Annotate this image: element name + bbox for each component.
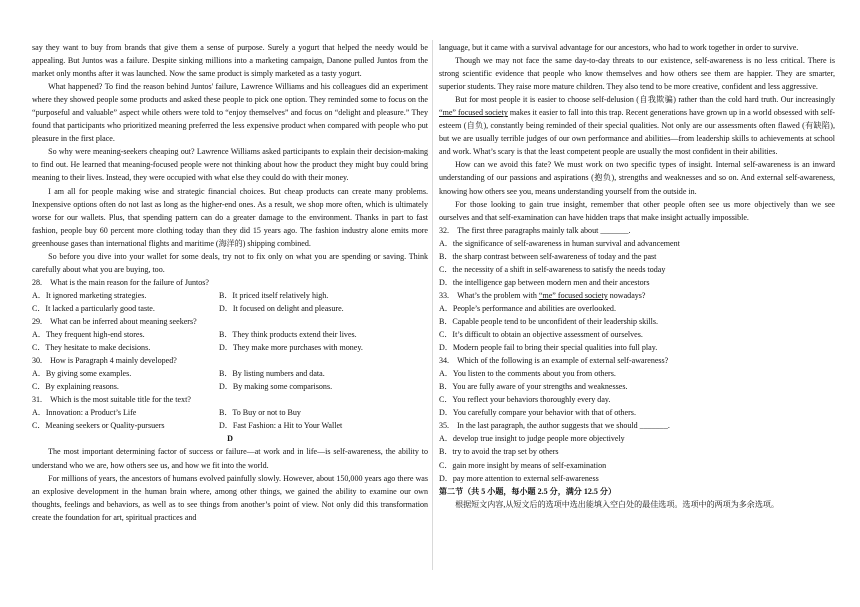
passage-d-paragraph-3: Though we may not face the same day-to-day threats to our existence, self-awareness is no less critical. There is strong scientific evidence that people who know themselves and how others see them are happier. They are smarter, superior students. They raise more mature children. They also tend to be more creative, confident and less aggressive.: [439, 56, 835, 92]
passage-c-paragraph-1: say they want to buy from brands that give them a sense of purpose. Surely a yogurt that helped the needy would be appealing. But Juntos was a failure. Despite sinking millions into a marketing campaign, Danone pulled Juntos from the market only months after it was launched. Now the same product is simply marketed as a tasty yogurt.: [32, 43, 428, 79]
option-32-a: A．the significance of self-awareness in human survival and advancement: [439, 238, 680, 248]
passage-d-paragraph-5: How can we avoid this fate? We must work on two specific types of insight. Internal self-awareness is an inward understanding of our passions and aspirations (抱负), strengths and weaknesses and so on. And external self-awareness, knowing how others see you, means understanding yourself from the outside in.: [439, 160, 835, 196]
question-30-options-row-1: [32, 367, 428, 380]
passage-d-paragraph-2: For millions of years, the ancestors of humans evolved painfully slowly. However, about 150,000 years ago there was an explosive development in the human brain where, among other things, we gained the ability to examine our own thoughts, feelings and behaviors, as well as to see things from another’s point of view. Not only did this transformation create the foundation for art, spiritual practices and: [32, 473, 428, 522]
option-33-a: A．People’s performance and abilities are overlooked.: [439, 303, 616, 313]
passage-c-paragraph-4: I am all for people making wise and strategic financial choices. But cheap products can create many problems. Inexpensive options often do not last as long as the higher-end ones. As a result, we shop more often, which is ultimately worse for our wallets. Plus, that spending pattern can do a greater damage to the environment. Thanks in part to fast fashion, people buy 60 percent more clothing today than they did 15 years ago. The fashion industry alone emits more greenhouse gases than international flights and maritime (海洋的) shipping combined.: [32, 186, 428, 248]
option-29-a: A．They frequent high-end stores.: [32, 330, 145, 340]
question-28-options-row-1: [32, 289, 428, 302]
question-34: 34. Which of the following is an example of external self-awareness?: [439, 356, 669, 366]
option-30-b: B．By listing numbers and data.: [219, 369, 325, 379]
right-column: [439, 41, 835, 511]
option-32-b: B．the sharp contrast between self-awareness of today and the past: [439, 251, 657, 261]
column-divider: [432, 40, 433, 570]
passage-d-paragraph-2-continued: language, but it came with a survival advantage for our ancestors, who had to work together in order to survive.: [439, 43, 799, 52]
question-29-options-row-1: [32, 328, 428, 341]
passage-d-paragraph-4: [439, 93, 835, 158]
option-33-b: B．Capable people tend to be unconfident of their leadership skills.: [439, 316, 658, 326]
option-31-d: D．Fast Fashion: a Hit to Your Wallet: [219, 421, 343, 431]
option-35-a: A．develop true insight to judge people more objectively: [439, 434, 625, 444]
option-34-b: B．You are fully aware of your strengths and weaknesses.: [439, 382, 628, 392]
option-32-d: D．the intelligence gap between modern men and their ancestors: [439, 277, 650, 287]
section-2-instructions: 根据短文内容,从短文后的选项中选出能填入空白处的最佳选项。选项中的两项为多余选项。: [455, 499, 779, 509]
option-30-c: C．By explaining reasons.: [32, 382, 119, 392]
option-28-c: C．It lacked a particularly good taste.: [32, 303, 155, 313]
option-35-c: C．gain more insight by means of self-examination: [439, 460, 607, 470]
question-35: 35. In the last paragraph, the author suggests that we should _______.: [439, 421, 670, 431]
question-29-options-row-2: [32, 341, 428, 354]
option-35-b: B．try to avoid the trap set by others: [439, 447, 559, 457]
question-33-underlined-phrase: “me” focused society: [538, 290, 608, 300]
passage-d-heading: D: [227, 434, 233, 444]
question-32: 32. The first three paragraphs mainly talk about _______.: [439, 225, 631, 235]
question-29: 29. What can be inferred about meaning seekers?: [32, 316, 197, 326]
option-29-b: B．They think products extend their lives.: [219, 330, 357, 340]
option-31-a: A．Innovation: a Product’s Life: [32, 408, 137, 418]
passage-d-paragraph-1: The most important determining factor of success or failure—at work and in life—is self-awareness, the ability to understand who we are, how others see us, and how we fit into the world.: [32, 447, 428, 470]
left-column: [32, 41, 428, 524]
option-29-d: D．They make more purchases with money.: [219, 343, 363, 353]
question-30: 30. How is Paragraph 4 mainly developed?: [32, 356, 177, 366]
option-29-c: C．They hesitate to make decisions.: [32, 343, 151, 353]
option-33-d: D．Modern people fail to bring their special qualities into full play.: [439, 343, 658, 353]
section-2-heading: 第二节（共 5 小题，每小题 2.5 分，满分 12.5 分）: [439, 486, 617, 496]
underlined-phrase: “me” focused society: [439, 108, 508, 118]
option-31-c: C．Meaning seekers or Quality-pursuers: [32, 421, 165, 431]
question-31: 31. Which is the most suitable title for the text?: [32, 395, 191, 405]
option-34-d: D．You carefully compare your behavior with that of others.: [439, 408, 636, 418]
option-28-d: D．It focused on delight and pleasure.: [219, 303, 344, 313]
option-35-d: D．pay more attention to external self-awareness: [439, 473, 599, 483]
passage-c-paragraph-3: So why were meaning-seekers cheaping out? Lawrence Williams asked participants to explain their decision-making to find out. He learned that meaning-focused people were not thinking about how the product they might buy could bring meaning to their lives. Instead, they were occupied with what else they could do with their money.: [32, 147, 428, 183]
question-31-options-row-1: [32, 406, 428, 419]
option-28-b: B．It priced itself relatively high.: [219, 290, 329, 300]
question-33-text-start: 33. What’s the problem with: [439, 290, 539, 300]
option-34-a: A．You listen to the comments about you from others.: [439, 369, 616, 379]
question-33-text-end: nowadays?: [607, 290, 646, 300]
question-31-options-row-2: [32, 419, 428, 432]
paragraph-4-text-end: makes it easier to fall into this trap. Recent generations have grown up in a world obsessed with self-esteem (自负), constantly being reminded of their special qualities. Not only are our assessments often flawed (有缺陷), but we are usually terrible judges of our own performance and abilities—from leadership skills to achievements at school and work. What’s scary is that the least competent people are usually the most confident in their abilities.: [439, 108, 835, 157]
option-34-c: C．You reflect your behaviors thoroughly every day.: [439, 395, 611, 405]
option-30-d: D．By making some comparisons.: [219, 382, 333, 392]
passage-c-paragraph-2: What happened? To find the reason behind Juntos' failure, Lawrence Williams and his colleagues did an experiment where they showed people some products and asked these people to pick one option. They reminded some to focus on the “purposeful and valuable” aspect while others were told to “enjoy themselves” and focus on “delight and pleasure.” They found that participants who prioritized meaning preferred the less expensive product when compared with people who put pleasure in the first place.: [32, 82, 428, 144]
question-30-options-row-2: [32, 380, 428, 393]
question-28: 28. What is the main reason for the failure of Juntos?: [32, 277, 209, 287]
option-31-b: B．To Buy or not to Buy: [219, 408, 301, 418]
option-30-a: A．By giving some examples.: [32, 369, 132, 379]
option-33-c: C．It’s difficult to obtain an objective assessment of ourselves.: [439, 330, 643, 340]
paragraph-4-text-start: But for most people it is easier to choose self-delusion (自我欺骗) rather than the cold hard truth. Our increasingly: [455, 95, 835, 105]
option-32-c: C．the necessity of a shift in self-awareness to satisfy the needs today: [439, 264, 666, 274]
question-33: [439, 289, 835, 302]
passage-c-paragraph-5: So before you dive into your wallet for some deals, try not to fix only on what you are spending or saving. Think carefully about what you are buying, too.: [32, 251, 428, 274]
option-28-a: A．It ignored marketing strategies.: [32, 290, 147, 300]
question-28-options-row-2: [32, 302, 428, 315]
passage-d-paragraph-6: For those looking to gain true insight, remember that other people often see us more objectively than we see ourselves and that self-examination can have hidden traps that make insight actually impossible.: [439, 199, 835, 222]
